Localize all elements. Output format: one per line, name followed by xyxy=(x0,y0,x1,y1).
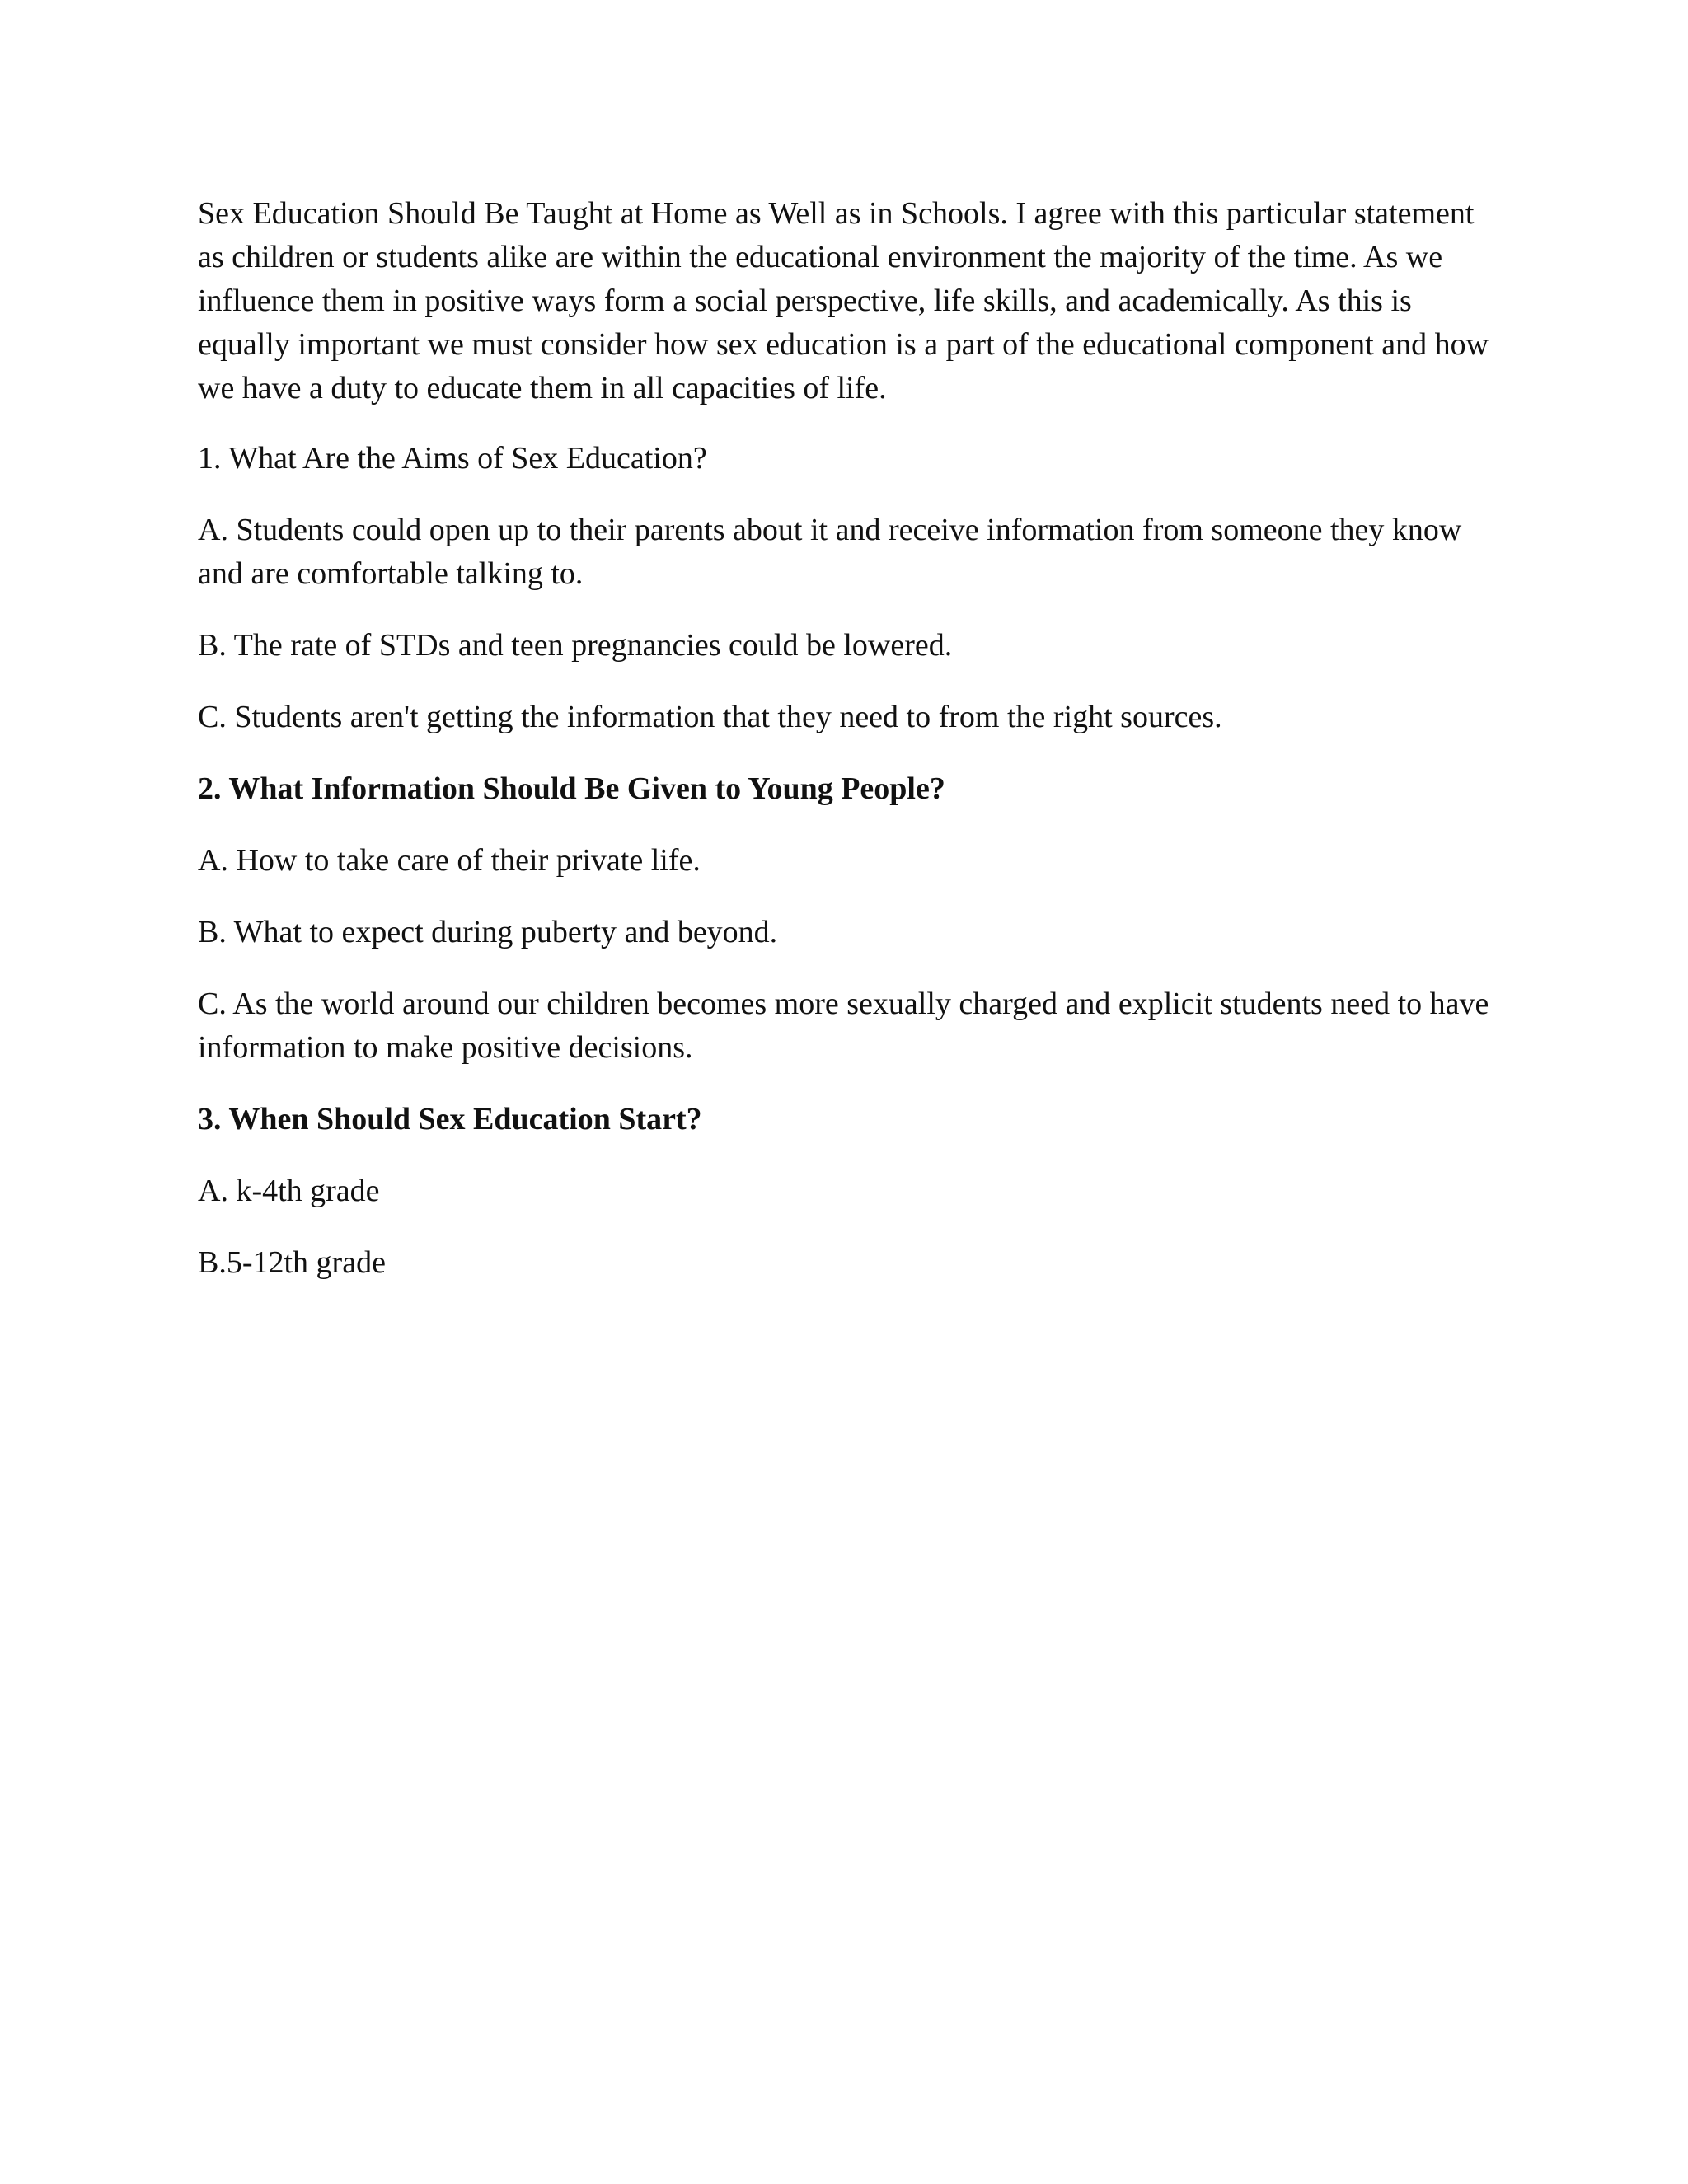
section-2-heading: 2. What Information Should Be Given to Young People? xyxy=(198,771,945,806)
document-body xyxy=(198,192,1492,1313)
section-2-item-c: C. As the world around our children becomes more sexually charged and explicit students need to have information to make positive decisions. xyxy=(198,987,1489,1065)
section-2-item-b: B. What to expect during puberty and beyond. xyxy=(198,915,778,949)
intro-paragraph: Sex Education Should Be Taught at Home as Well as in Schools. I agree with this particular statement as children or students alike are within the educational environment the majority of the time. As we influence them in positive ways form a social perspective, life skills, and academically. As this is equally important we must consider how sex education is a part of the educational component and how we have a duty to educate them in all capacities of life. xyxy=(198,196,1489,405)
section-3-heading: 3. When Should Sex Education Start? xyxy=(198,1102,702,1137)
section-1-item-c: C. Students aren't getting the information that they need to from the right sources. xyxy=(198,700,1222,734)
section-1-item-b: B. The rate of STDs and teen pregnancies could be lowered. xyxy=(198,628,953,663)
section-1-item-a: A. Students could open up to their parents about it and receive information from someone they know and are comfortable talking to. xyxy=(198,513,1462,591)
section-2-item-a: A. How to take care of their private life. xyxy=(198,843,701,878)
section-3-item-b: B.5-12th grade xyxy=(198,1245,386,1280)
section-3-item-a: A. k-4th grade xyxy=(198,1174,380,1208)
section-1-heading: 1. What Are the Aims of Sex Education? xyxy=(198,441,707,476)
